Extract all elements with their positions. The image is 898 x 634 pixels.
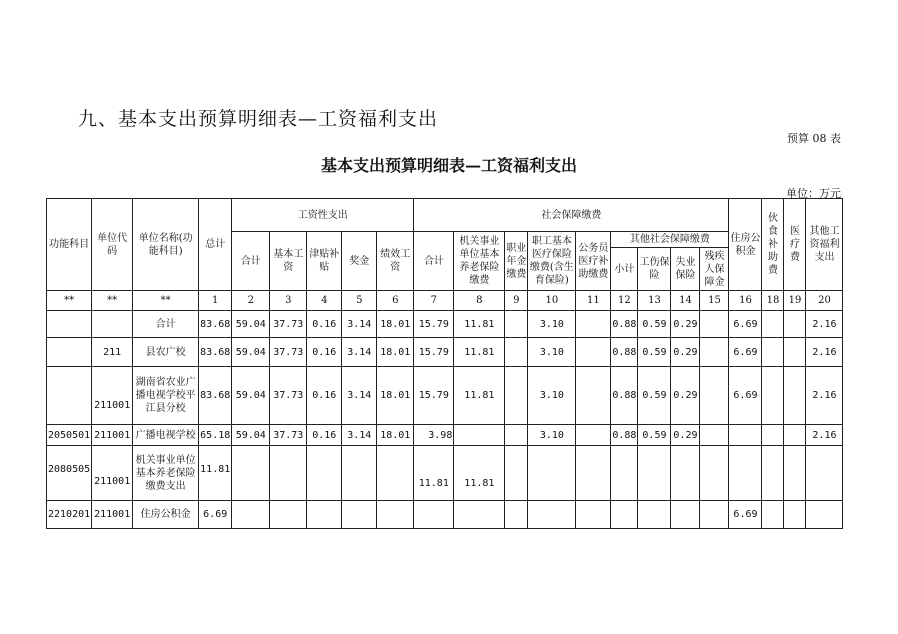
cell-value <box>232 501 270 529</box>
cell-unit-name: 县农广校 <box>133 338 199 367</box>
cell-value: 3.10 <box>528 367 576 425</box>
cell-value <box>762 501 784 529</box>
cell-value: 3.14 <box>342 367 377 425</box>
cell-value <box>700 311 729 338</box>
index-cell: 8 <box>454 291 505 311</box>
index-cell: 5 <box>342 291 377 311</box>
cell-value <box>528 446 576 501</box>
index-cell: 10 <box>528 291 576 311</box>
cell-value <box>307 501 342 529</box>
cell-value: 0.16 <box>307 367 342 425</box>
header-basic-salary: 基本工资 <box>270 232 307 291</box>
cell-value <box>576 367 611 425</box>
cell-value: 18.01 <box>377 367 414 425</box>
table-row <box>47 338 843 367</box>
cell-func-subject: 2080505 <box>47 446 92 501</box>
cell-value <box>700 446 729 501</box>
cell-value: 0.88 <box>611 311 638 338</box>
cell-value: 18.01 <box>377 338 414 367</box>
cell-value: 2.16 <box>806 367 843 425</box>
cell-func-subject <box>47 311 92 338</box>
cell-value <box>611 446 638 501</box>
cell-value <box>307 446 342 501</box>
cell-value: 15.79 <box>414 338 454 367</box>
cell-value <box>806 446 843 501</box>
header-other-welfare: 其他工资福利支出 <box>806 199 843 291</box>
cell-value: 0.16 <box>307 338 342 367</box>
cell-value <box>270 501 307 529</box>
header-medical: 职工基本医疗保险缴费(含生育保险) <box>528 232 576 291</box>
cell-value: 0.29 <box>671 311 700 338</box>
cell-value: 3.14 <box>342 338 377 367</box>
cell-unit-name: 湖南省农业广播电视学校平江县分校 <box>133 367 199 425</box>
unit-label: 单位：万元 <box>786 187 841 200</box>
cell-value: 83.68 <box>199 367 232 425</box>
cell-value <box>454 425 505 446</box>
header-func-subject: 功能科目 <box>47 199 92 291</box>
index-cell: 3 <box>270 291 307 311</box>
cell-value <box>700 338 729 367</box>
index-cell: ** <box>133 291 199 311</box>
table-row <box>47 367 843 425</box>
header-civil-medical: 公务员医疗补助缴费 <box>576 232 611 291</box>
table-row <box>47 446 843 501</box>
cell-value: 37.73 <box>270 425 307 446</box>
cell-value <box>270 446 307 501</box>
cell-value: 65.18 <box>199 425 232 446</box>
cell-value: 37.73 <box>270 311 307 338</box>
cell-value: 3.10 <box>528 311 576 338</box>
cell-value: 59.04 <box>232 367 270 425</box>
cell-value: 6.69 <box>729 501 762 529</box>
cell-value: 0.29 <box>671 425 700 446</box>
cell-value: 3.98 <box>414 425 454 446</box>
cell-unit-name: 住房公积金 <box>133 501 199 529</box>
cell-value: 11.81 <box>454 446 505 501</box>
cell-value: 3.14 <box>342 425 377 446</box>
cell-func-subject <box>47 367 92 425</box>
cell-value <box>638 446 671 501</box>
index-cell: 15 <box>700 291 729 311</box>
header-salary-group: 工资性支出 <box>232 199 414 232</box>
form-number: 预算 08 表 <box>787 132 841 145</box>
index-cell: ** <box>47 291 92 311</box>
cell-value <box>806 501 843 529</box>
index-cell: ** <box>92 291 133 311</box>
table-row <box>47 425 843 446</box>
cell-unit-code <box>92 311 133 338</box>
index-cell: 19 <box>784 291 806 311</box>
cell-value: 0.59 <box>638 425 671 446</box>
cell-value: 15.79 <box>414 367 454 425</box>
index-cell: 16 <box>729 291 762 311</box>
cell-value <box>505 425 528 446</box>
cell-unit-name: 机关事业单位基本养老保险缴费支出 <box>133 446 199 501</box>
cell-value: 2.16 <box>806 338 843 367</box>
cell-value: 11.81 <box>414 446 454 501</box>
cell-value <box>784 501 806 529</box>
cell-value <box>784 338 806 367</box>
cell-value <box>505 501 528 529</box>
index-cell: 7 <box>414 291 454 311</box>
cell-value <box>700 367 729 425</box>
table-title: 基本支出预算明细表—工资福利支出 <box>320 156 577 175</box>
index-cell: 12 <box>611 291 638 311</box>
header-total: 总计 <box>199 199 232 291</box>
cell-value: 6.69 <box>729 338 762 367</box>
cell-unit-code: 211001 <box>92 501 133 529</box>
cell-value: 11.81 <box>454 338 505 367</box>
cell-unit-code: 211001 <box>92 425 133 446</box>
header-housing-fund: 住房公积金 <box>729 199 762 291</box>
cell-value: 0.16 <box>307 311 342 338</box>
header-unit-name: 单位名称(功能科目) <box>133 199 199 291</box>
cell-value <box>611 501 638 529</box>
header-annuity: 职业年金缴费 <box>505 232 528 291</box>
table-row <box>47 501 843 529</box>
cell-value: 0.88 <box>611 338 638 367</box>
index-cell: 11 <box>576 291 611 311</box>
cell-value <box>232 446 270 501</box>
cell-value: 11.81 <box>454 367 505 425</box>
cell-value <box>729 425 762 446</box>
cell-value <box>342 501 377 529</box>
index-cell: 1 <box>199 291 232 311</box>
cell-value: 18.01 <box>377 311 414 338</box>
cell-value: 0.59 <box>638 367 671 425</box>
cell-value: 18.01 <box>377 425 414 446</box>
cell-value <box>576 446 611 501</box>
cell-value <box>576 311 611 338</box>
cell-value: 3.10 <box>528 425 576 446</box>
cell-value <box>784 425 806 446</box>
cell-value <box>505 311 528 338</box>
cell-value <box>671 446 700 501</box>
cell-value: 6.69 <box>199 501 232 529</box>
cell-value: 2.16 <box>806 311 843 338</box>
cell-unit-code: 211001 <box>92 446 133 501</box>
header-allowance: 津贴补贴 <box>307 232 342 291</box>
table-row <box>47 311 843 338</box>
cell-func-subject: 2210201 <box>47 501 92 529</box>
header-social-sum: 合计 <box>414 232 454 291</box>
header-row-1 <box>47 199 843 232</box>
index-cell: 18 <box>762 291 784 311</box>
budget-table <box>46 198 843 529</box>
cell-value <box>638 501 671 529</box>
cell-value <box>784 367 806 425</box>
cell-value: 59.04 <box>232 338 270 367</box>
cell-value <box>342 446 377 501</box>
header-meal-subsidy: 伙食补助费 <box>762 199 784 291</box>
cell-value <box>576 501 611 529</box>
cell-value: 0.29 <box>671 367 700 425</box>
header-unemployment: 失业保险 <box>671 248 700 291</box>
cell-value: 83.68 <box>199 338 232 367</box>
cell-value <box>762 311 784 338</box>
cell-value <box>377 501 414 529</box>
cell-value <box>700 425 729 446</box>
cell-func-subject: 2050501 <box>47 425 92 446</box>
cell-value: 0.16 <box>307 425 342 446</box>
index-row <box>47 291 843 311</box>
cell-value <box>762 425 784 446</box>
cell-value: 37.73 <box>270 338 307 367</box>
cell-value: 0.29 <box>671 338 700 367</box>
cell-value: 59.04 <box>232 311 270 338</box>
header-salary-sum: 合计 <box>232 232 270 291</box>
section-title: 九、基本支出预算明细表—工资福利支出 <box>78 108 439 130</box>
cell-value <box>671 501 700 529</box>
header-social-group: 社会保障缴费 <box>414 199 729 232</box>
cell-value <box>505 367 528 425</box>
index-cell: 14 <box>671 291 700 311</box>
cell-unit-code: 211001 <box>92 367 133 425</box>
cell-value: 0.88 <box>611 425 638 446</box>
cell-value: 3.10 <box>528 338 576 367</box>
cell-value: 0.88 <box>611 367 638 425</box>
cell-value: 37.73 <box>270 367 307 425</box>
index-cell: 4 <box>307 291 342 311</box>
cell-value <box>576 338 611 367</box>
cell-value <box>784 446 806 501</box>
cell-value <box>762 446 784 501</box>
cell-value <box>762 367 784 425</box>
cell-value: 3.14 <box>342 311 377 338</box>
index-cell: 20 <box>806 291 843 311</box>
header-unit-code: 单位代码 <box>92 199 133 291</box>
cell-value: 2.16 <box>806 425 843 446</box>
cell-value <box>762 338 784 367</box>
header-disability: 残疾人保障金 <box>700 248 729 291</box>
header-pension: 机关事业单位基本养老保险缴费 <box>454 232 505 291</box>
cell-value <box>505 338 528 367</box>
cell-unit-code: 211 <box>92 338 133 367</box>
header-bonus: 奖金 <box>342 232 377 291</box>
index-cell: 2 <box>232 291 270 311</box>
cell-value <box>505 446 528 501</box>
cell-value <box>784 311 806 338</box>
cell-func-subject <box>47 338 92 367</box>
cell-value: 6.69 <box>729 311 762 338</box>
cell-value: 0.59 <box>638 338 671 367</box>
cell-value: 11.81 <box>199 446 232 501</box>
cell-unit-name: 广播电视学校 <box>133 425 199 446</box>
cell-unit-name: 合计 <box>133 311 199 338</box>
index-cell: 9 <box>505 291 528 311</box>
index-cell: 13 <box>638 291 671 311</box>
cell-value <box>700 501 729 529</box>
header-medical-fee: 医疗费 <box>784 199 806 291</box>
header-injury: 工伤保险 <box>638 248 671 291</box>
cell-value: 59.04 <box>232 425 270 446</box>
cell-value: 15.79 <box>414 311 454 338</box>
cell-value <box>576 425 611 446</box>
index-cell: 6 <box>377 291 414 311</box>
cell-value: 11.81 <box>454 311 505 338</box>
header-other-subtotal: 小计 <box>611 248 638 291</box>
cell-value: 83.68 <box>199 311 232 338</box>
cell-value: 6.69 <box>729 367 762 425</box>
cell-value <box>454 501 505 529</box>
cell-value: 0.59 <box>638 311 671 338</box>
cell-value <box>729 446 762 501</box>
cell-value <box>414 501 454 529</box>
cell-value <box>377 446 414 501</box>
cell-value <box>528 501 576 529</box>
header-other-social-group: 其他社会保障缴费 <box>611 232 729 248</box>
header-performance: 绩效工资 <box>377 232 414 291</box>
